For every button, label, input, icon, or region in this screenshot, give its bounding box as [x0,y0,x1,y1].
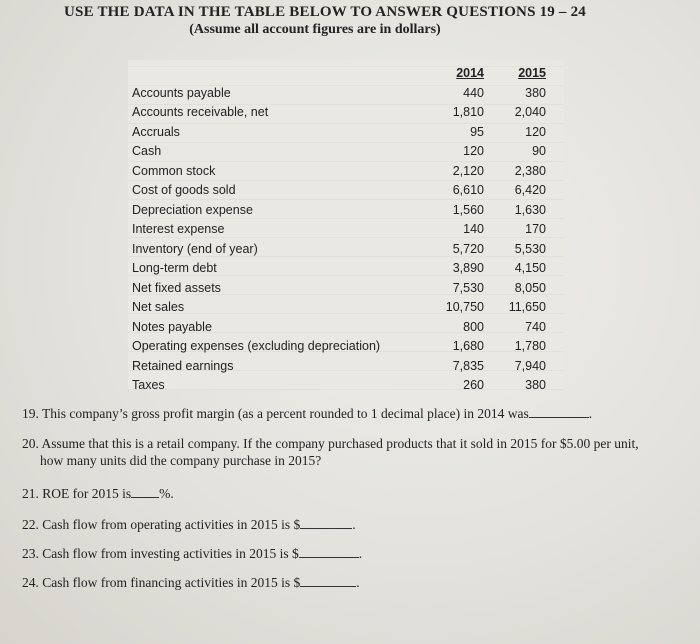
value-2015: 11,650 [508,300,546,314]
table-row [132,162,546,182]
value-2015: 7,940 [514,358,546,373]
financial-table [132,64,546,396]
value-2014: 10,750 [445,300,484,314]
table-row [132,220,546,240]
question-24 [22,575,360,591]
label-column-header [132,64,424,84]
table-row [132,142,546,162]
value-2014: 260 [463,378,484,392]
value-2015: 380 [525,85,546,100]
value-2014: 800 [463,319,484,334]
value-2015: 740 [525,319,546,334]
table-row [132,298,546,318]
row-label: Taxes [132,378,165,392]
page-subtitle: (Assume all account figures are in dollars) [189,22,441,37]
row-label: Common stock [132,163,216,178]
table-row [132,84,546,104]
question-20-continued [40,453,321,469]
value-2014: 7,530 [452,280,484,295]
row-label: Inventory (end of year) [132,241,258,256]
table-row [132,201,546,221]
question-22-text: 22. Cash flow from operating activities in 2015 is $ [22,517,301,532]
table-header-row [132,64,546,84]
page-title: USE THE DATA IN THE TABLE BELOW TO ANSWER QUESTIONS 19 – 24 [64,4,586,20]
question-23 [22,546,362,562]
page-header [0,4,700,38]
question-20-line1: 20. Assume that this is a retail company. If the company purchased products that it sold in 2015 for $5.00 per unit, [22,436,639,451]
value-2015: 1,630 [514,202,546,217]
table-row [132,123,546,143]
row-label: Notes payable [132,319,212,334]
row-label: Cash [132,144,162,158]
value-2014: 95 [470,124,484,139]
table-row [132,318,546,338]
year-header-2015: 2015 [518,66,546,80]
row-label: Operating expenses (excluding depreciation) [132,339,381,353]
value-2015: 1,780 [514,339,546,353]
value-2015: 8,050 [514,280,546,295]
table-row [132,357,546,377]
value-2015: 170 [525,222,546,236]
question-24-text: 24. Cash flow from financing activities in 2015 is $ [22,575,301,590]
value-2015: 90 [532,144,546,158]
value-2014: 1,680 [452,339,484,353]
value-2014: 1,560 [452,202,484,217]
value-2015: 120 [525,124,546,139]
table-row [132,240,546,260]
value-2015: 380 [525,378,546,392]
answer-blank-23[interactable] [299,546,359,558]
value-2014: 140 [463,222,484,236]
table-row [132,337,546,357]
value-2014: 3,890 [452,261,484,275]
question-21-text: 21. ROE for 2015 is [22,486,132,501]
answer-blank-22[interactable] [300,517,352,529]
row-label: Retained earnings [132,358,234,373]
year-header-2014: 2014 [456,66,484,80]
table-row [132,259,546,279]
question-23-text: 23. Cash flow from investing activities in 2015 is $ [22,546,299,561]
row-label: Net sales [132,300,185,314]
value-2015: 2,040 [514,105,546,119]
question-19-text: 19. This company’s gross profit margin (as a percent rounded to 1 decimal place) in 2014 was [22,406,529,421]
value-2014: 2,120 [452,163,484,178]
question-21-suffix: %. [159,486,174,501]
answer-blank-24[interactable] [300,575,356,587]
question-22-end: . [352,517,356,532]
row-label: Cost of goods sold [132,183,236,197]
value-2015: 6,420 [514,183,546,197]
question-20-line2: how many units did the company purchase in 2015? [40,453,322,468]
question-23-end: . [358,546,363,561]
table-row [132,279,546,299]
question-21 [22,486,174,502]
row-label: Interest expense [132,222,225,236]
value-2014: 440 [463,85,484,100]
question-19 [22,406,592,422]
table-row [132,103,546,123]
question-20 [22,436,639,452]
value-2014: 1,810 [452,105,484,119]
table-row [132,181,546,201]
answer-blank-21[interactable] [131,486,159,498]
value-2015: 4,150 [514,261,546,275]
row-label: Accruals [132,124,180,139]
row-label: Long-term debt [132,261,217,275]
value-2015: 5,530 [514,241,546,256]
value-2014: 7,835 [452,358,484,373]
table-row [132,376,546,396]
financial-data-table [128,60,564,390]
value-2014: 120 [463,144,484,158]
row-label: Accounts payable [132,85,231,100]
answer-blank-19[interactable] [529,406,589,418]
question-19-end: . [588,406,593,421]
row-label: Depreciation expense [132,202,253,217]
question-22 [22,517,356,533]
question-24-end: . [356,575,360,590]
row-label: Accounts receivable, net [132,105,269,119]
value-2015: 2,380 [514,163,546,178]
row-label: Net fixed assets [132,280,221,295]
value-2014: 5,720 [452,241,484,256]
value-2014: 6,610 [452,183,484,197]
